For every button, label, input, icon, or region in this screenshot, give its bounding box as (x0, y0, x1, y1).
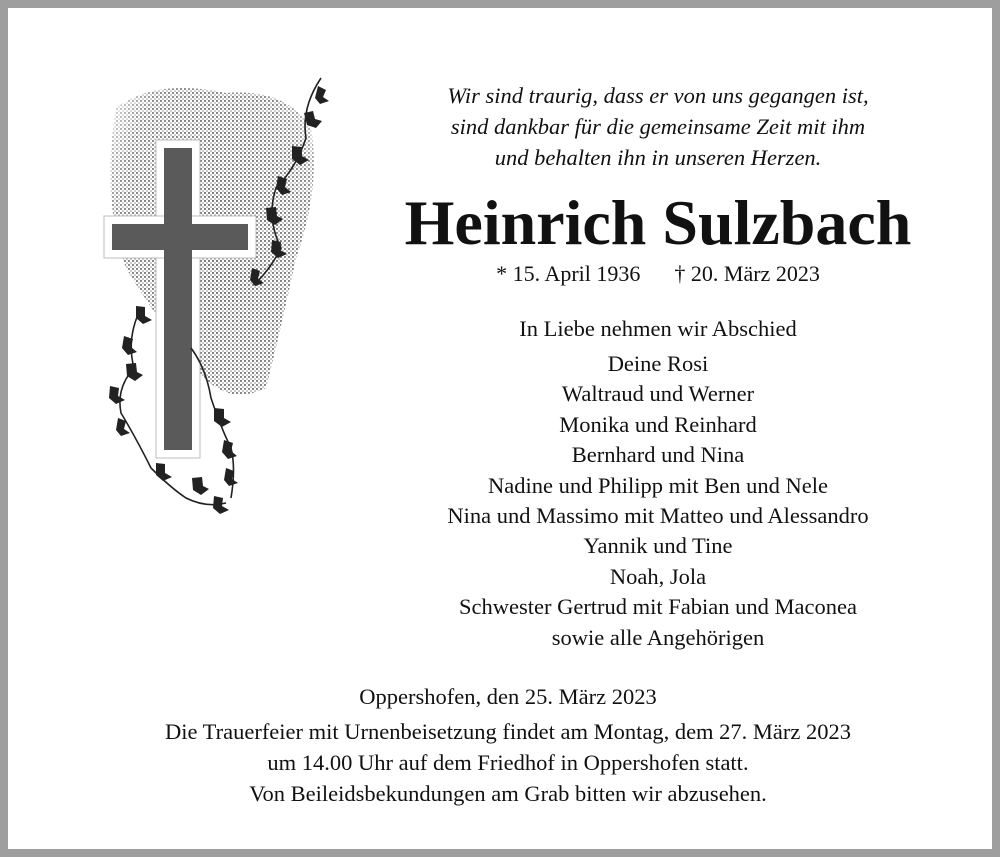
service-line: um 14.00 Uhr auf dem Friedhof in Oppershofen statt. (267, 750, 749, 775)
deceased-name: Heinrich Sulzbach (404, 187, 912, 258)
mourner-entry: Deine Rosi (607, 351, 709, 376)
death-date: † 20. März 2023 (674, 261, 820, 286)
service-info (68, 716, 948, 809)
cross-with-ivy-icon (96, 68, 336, 538)
mourner-entry: Noah, Jola (609, 563, 707, 589)
mourner-entry: Bernhard und Nina (571, 442, 745, 468)
mourner-entry: Schwester Gertrud mit Fabian und Maconea (458, 594, 857, 620)
place-and-date: Oppershofen, den 25. März 2023 (359, 684, 657, 709)
mourner-entry: Nina und Massimo mit Matteo und Alessandro (447, 503, 869, 529)
mourner-entry: Waltraud und Werner (561, 381, 755, 407)
mourner-entry: Nadine und Philipp mit Ben und Nele (488, 472, 828, 498)
motto-line: Wir sind traurig, dass er von uns gegangen ist, (447, 83, 869, 108)
mourner-entry: sowie alle Angehörigen (551, 624, 765, 650)
service-line: Von Beileidsbekundungen am Grab bitten wir abzusehen. (249, 781, 767, 806)
service-line: Die Trauerfeier mit Urnenbeisetzung findet am Montag, dem 27. März 2023 (164, 719, 852, 744)
motto-line: sind dankbar für die gemeinsame Zeit mit ihm (450, 114, 866, 139)
mourner-entry: Monika und Reinhard (559, 411, 757, 437)
birth-date: * 15. April 1936 (496, 261, 641, 286)
mourner-entry: Yannik und Tine (583, 533, 733, 559)
life-dates (388, 260, 928, 288)
farewell-line: In Liebe nehmen wir Abschied (519, 316, 797, 341)
motto-line: und behalten ihn in unseren Herzen. (494, 145, 822, 170)
mourners-list (358, 349, 958, 653)
motto-verse (388, 80, 928, 173)
